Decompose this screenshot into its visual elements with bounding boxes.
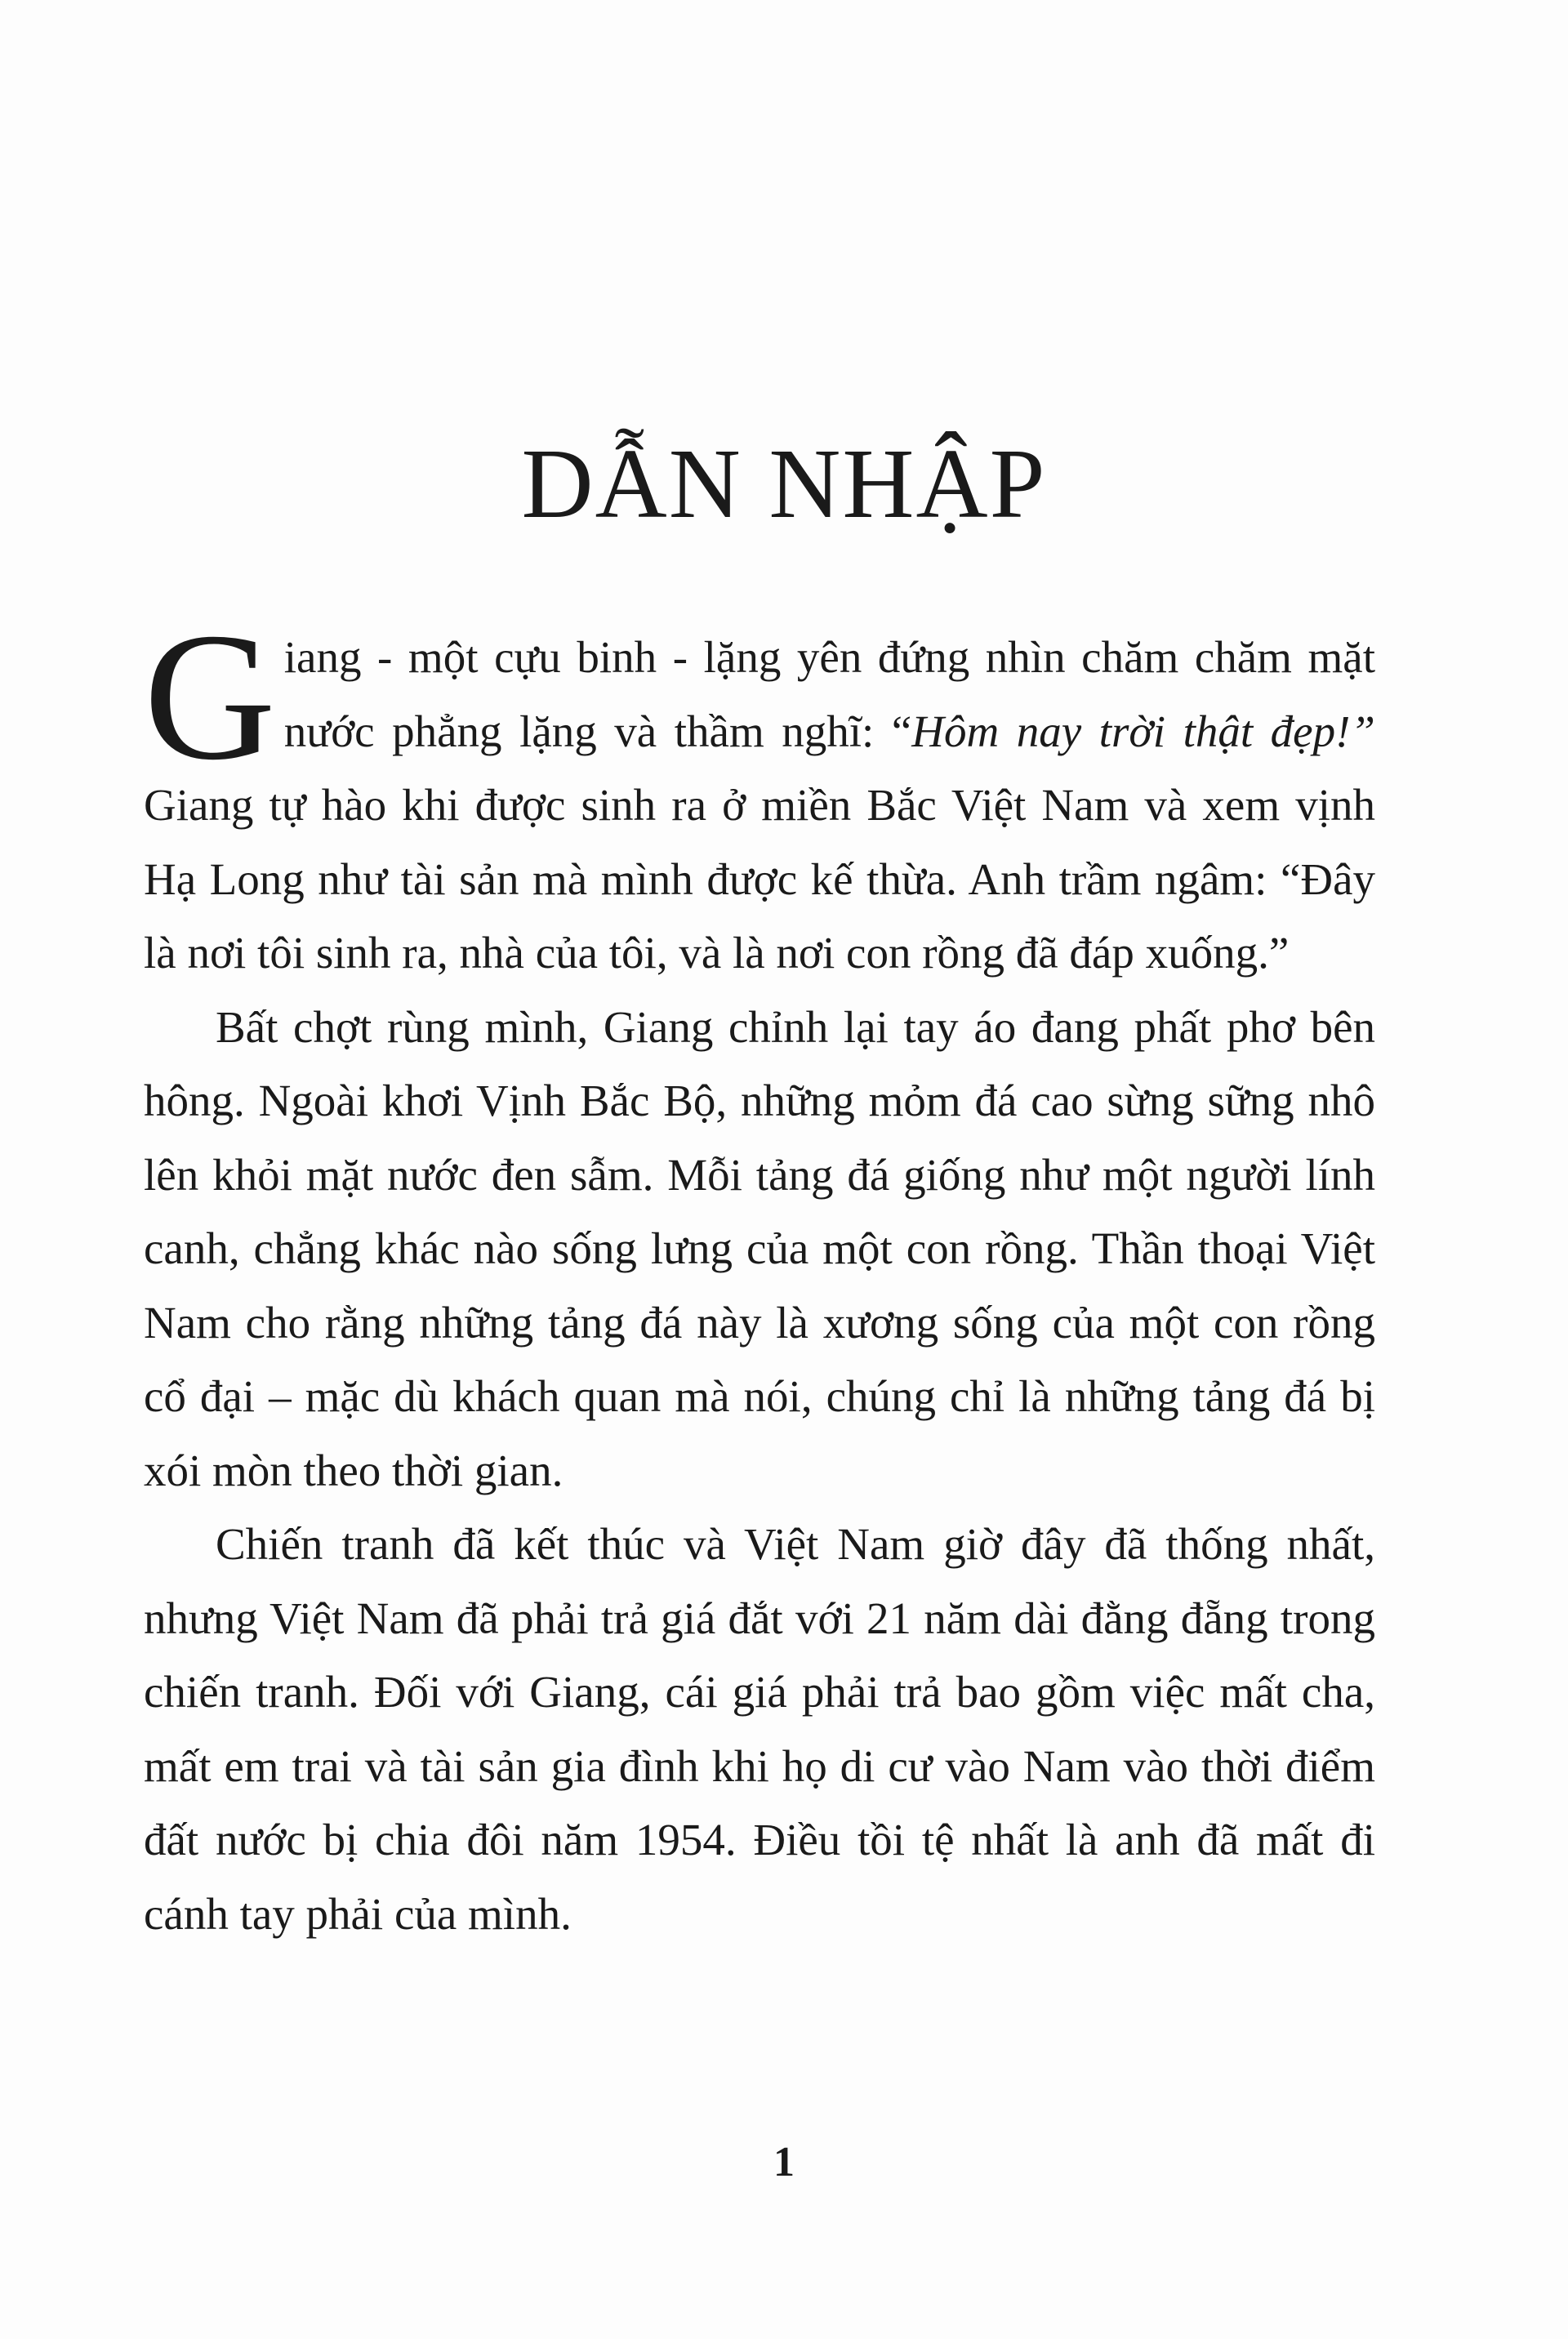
chapter-body (144, 595, 1375, 1951)
paragraph-1 (144, 595, 1375, 991)
drop-cap: G (144, 595, 276, 798)
page-number: 1 (773, 2139, 795, 2185)
paragraph-2: Bất chợt rùng mình, Giang chỉnh lại tay áo đang phất phơ bên hông. Ngoài khơi Vịnh Bắc Bộ, những mỏm đá cao sừng sững nhô lên khỏi mặt nước đen sẫm. Mỗi tảng đá giống như một người lính canh, chẳng khác nào sống lưng của một con rồng. Thần thoại Việt Nam cho rằng những tảng đá này là xương sống của một con rồng cổ đại – mặc dù khách quan mà nói, chúng chỉ là những tảng đá bị xói mòn theo thời gian. (144, 1001, 1375, 1495)
chapter-title: DẪN NHẬP (521, 429, 1047, 539)
paragraph-3: Chiến tranh đã kết thúc và Việt Nam giờ đây đã thống nhất, nhưng Việt Nam đã phải trả giá đắt với 21 năm dài đằng đẵng trong chiến tranh. Đối với Giang, cái giá phải trả bao gồm việc mất cha, mất em trai và tài sản gia đình khi họ di cư vào Nam vào thời điểm đất nước bị chia đôi năm 1954. Điều tồi tệ nhất là anh đã mất đi cánh tay phải của mình. (144, 1519, 1375, 1939)
paragraph-1-start: iang - một cựu binh - lặng yên đứng nhìn chăm chăm mặt nước phẳng lặng và thầm nghĩ: “ (283, 632, 1375, 756)
paragraph-1-end: Giang tự hào khi được sinh ra ở miền Bắc Việt Nam và xem vịnh Hạ Long như tài sản mà mình được kế thừa. Anh trầm ngâm: “Đây là nơi tôi sinh ra, nhà của tôi, và là nơi con rồng đã đáp xuống.” (144, 780, 1375, 978)
paragraph-1-italic: Hôm nay trời thật đẹp!” (911, 706, 1375, 756)
